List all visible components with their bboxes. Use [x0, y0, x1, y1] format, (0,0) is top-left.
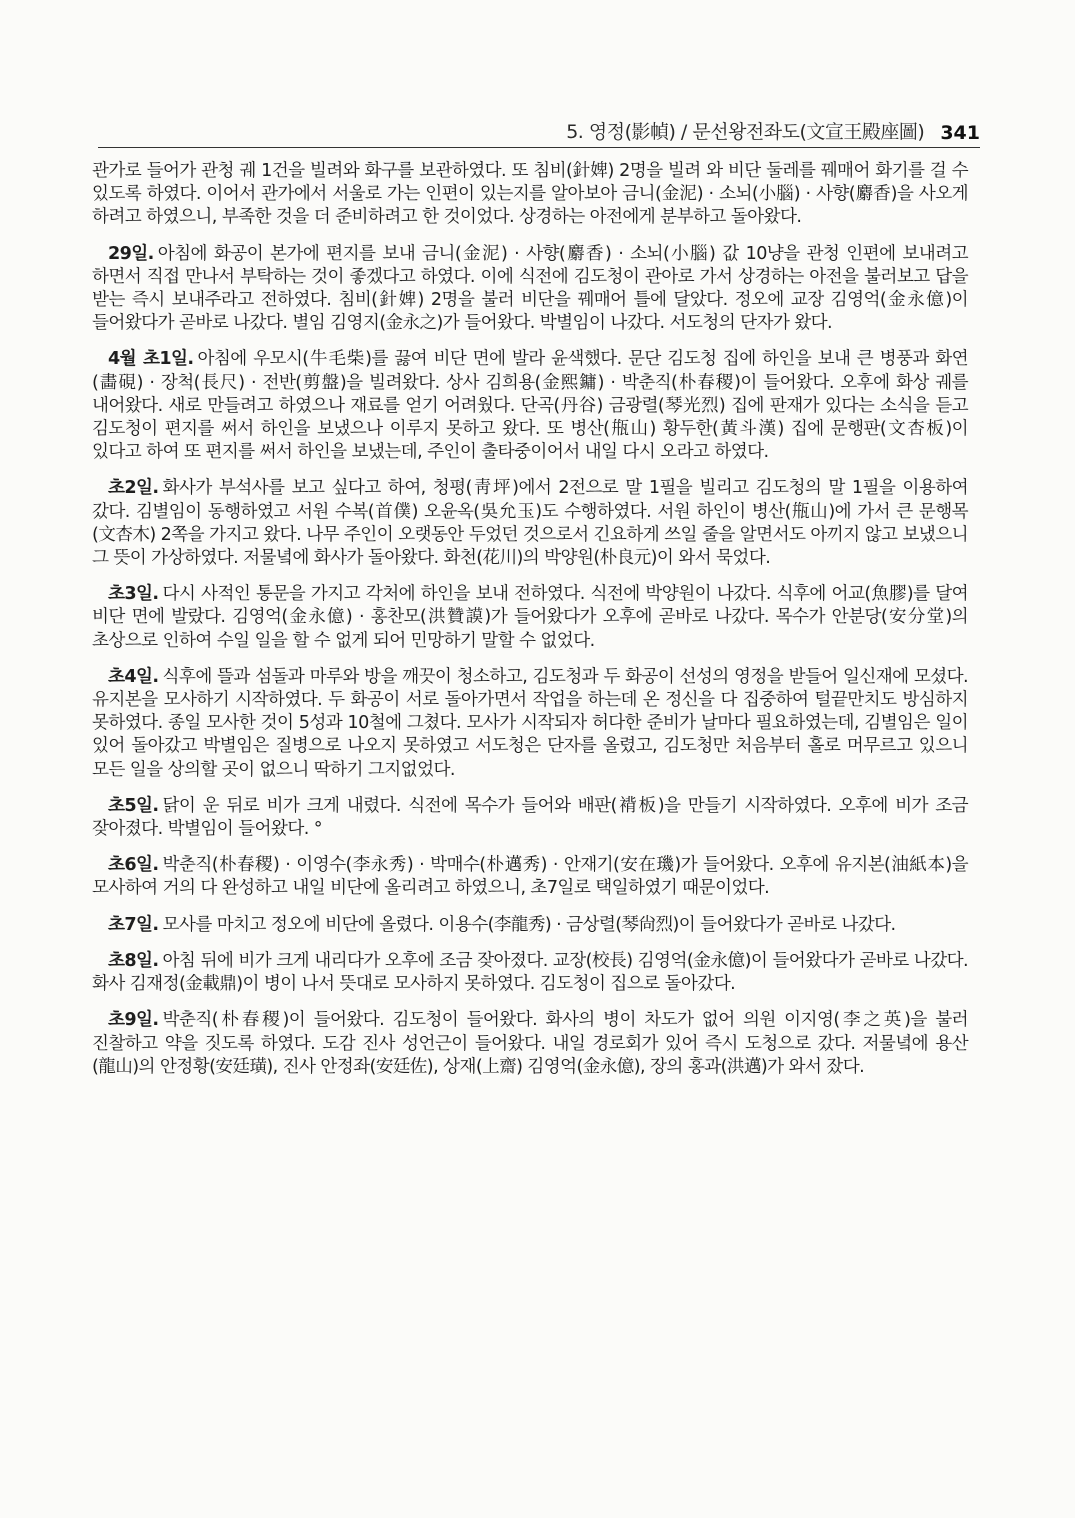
- diary-entry-continued: [92, 160, 968, 230]
- diary-entry: [92, 854, 968, 900]
- entry-text: 식후에 뜰과 섬돌과 마루와 방을 깨끗이 청소하고, 김도청과 두 화공이 선성의 영정을 받들어 일신재에 모셨다. 유지본을 모사하기 시작하였다. 두 화공이 서로 돌아가면서 작업을 하는데 온 정신을 다 집중하여 털끝만치도 방심하지 못하였다. 종일 모사한 것이 5성과 10철에 그쳤다. 모사가 시작되자 허다한 준비가 날마다 필요하였는데, 김별임은 일이 있어 돌아갔고 박별임은 질병으로 나오지 못하였고 서도청은 단자를 올렸고, 김도청만 처음부터 홀로 머무르고 있으니 모든 일을 상의할 곳이 없으니 딱하기 그지없었다.: [92, 666, 968, 780]
- entry-date: 29일.: [108, 243, 154, 264]
- diary-entry: [92, 348, 968, 464]
- entry-text: 아침에 화공이 본가에 편지를 보내 금니(金泥) · 사향(麝香) · 소뇌(小腦) 값 10냥을 관청 인편에 보내려고 하면서 직접 만나서 부탁하는 것이 좋겠다고 하였다. 이에 식전에 김도청이 관아로 가서 상경하는 아전을 불러보고 답을 받는 즉시 보내주라고 전하였다. 침비(針婢) 2명을 불러 비단을 꿰매어 틀에 달았다. 정오에 교장 김영억(金永億)이 들어왔다가 곧바로 나갔다. 별임 김영지(金永之)가 들어왔다. 박별임이 나갔다. 서도청의 단자가 왔다.: [92, 243, 968, 334]
- entry-date: 초9일.: [108, 1010, 159, 1031]
- diary-entry: [92, 243, 968, 336]
- entry-date: 초8일.: [108, 950, 159, 971]
- page-number: 341: [940, 122, 980, 144]
- entry-text: 닭이 운 뒤로 비가 크게 내렸다. 식전에 목수가 들어와 배판(褙板)을 만들기 시작하였다. 오후에 비가 조금 잦아졌다. 박별임이 들어왔다. °: [92, 795, 968, 840]
- entry-text: 화사가 부석사를 보고 싶다고 하여, 청평(靑坪)에서 2전으로 말 1필을 빌리고 김도청의 말 1필을 이용하여 갔다. 김별임이 동행하였고 서원 수복(首僕) 오윤옥(吳允玉)도 수행하였다. 서원 하인이 병산(甁山)에 가서 큰 문행목(文杏木) 2쪽을 가지고 왔다. 나무 주인이 오랫동안 두었던 것으로서 긴요하게 쓰일 줄을 알면서도 아끼지 않고 보냈으니 그 뜻이 가상하였다. 저물녘에 화사가 돌아왔다. 화천(花川)의 박양원(朴良元)이 와서 묵었다.: [92, 478, 968, 569]
- entry-date: 4월 초1일.: [108, 349, 194, 370]
- diary-entry: [92, 583, 968, 653]
- entry-date: 초4일.: [108, 666, 159, 687]
- diary-body: [92, 160, 968, 1092]
- entry-date: 초5일.: [108, 795, 159, 816]
- entry-date: 초3일.: [108, 584, 159, 605]
- diary-entry: [92, 477, 968, 570]
- diary-entry: [92, 914, 968, 937]
- diary-entry: [92, 795, 968, 841]
- entry-text: 박춘직(朴春稷) · 이영수(李永秀) · 박매수(朴邁秀) · 안재기(安在璣)가 들어왔다. 오후에 유지본(油紙本)을 모사하여 거의 다 완성하고 내일 비단에 올리려고 하였으니, 초7일로 택일하였기 때문이었다.: [92, 855, 968, 899]
- entry-text: 아침 뒤에 비가 크게 내리다가 오후에 조금 잦아졌다. 교장(校長) 김영억(金永億)이 들어왔다가 곧바로 나갔다. 화사 김재정(金載鼎)이 병이 나서 뜻대로 모사하지 못하였다. 김도청이 집으로 돌아갔다.: [92, 950, 968, 995]
- entry-text: 모사를 마치고 정오에 비단에 올렸다. 이용수(李龍秀) · 금상렬(琴尙烈)이 들어왔다가 곧바로 나갔다.: [162, 914, 896, 935]
- entry-date: 초2일.: [108, 478, 159, 499]
- entry-text: 아침에 우모시(牛毛柴)를 끓여 비단 면에 발라 윤색했다. 문단 김도청 집에 하인을 보내 큰 병풍과 화연(畵硯) · 장척(長尺) · 전반(剪盤)을 빌려왔다. 상사 김희용(金熙鏞) · 박춘직(朴春稷)이 들어왔다. 오후에 화상 궤를 내어왔다. 새로 만들려고 하였으나 재료를 얻기 어려웠다. 단곡(丹谷) 금광렬(琴光烈) 집에 판재가 있다는 소식을 듣고 김도청이 편지를 써서 하인을 보냈으나 이루지 못하고 왔다. 또 병산(甁山) 황두한(黃斗漢) 집에 문행판(文杏板)이 있다고 하여 또 편지를 써서 하인을 보냈는데, 주인이 출타중이어서 내일 다시 오라고 하였다.: [92, 349, 968, 463]
- entry-date: 초7일.: [108, 914, 159, 935]
- running-title: 5. 영정(影幀) / 문선왕전좌도(文宣王殿座圖): [566, 121, 925, 143]
- entry-date: 초6일.: [108, 855, 159, 876]
- diary-entry: [92, 950, 968, 996]
- diary-entry: [92, 666, 968, 782]
- entry-text: 다시 사적인 통문을 가지고 각처에 하인을 보내 전하였다. 식전에 박양원이 나갔다. 식후에 어교(魚膠)를 달여 비단 면에 발랐다. 김영억(金永億) · 홍찬모(洪贊謨)가 들어왔다가 오후에 곧바로 나갔다. 목수가 안분당(安分堂)의 초상으로 인하여 수일 일을 할 수 없게 되어 민망하기 말할 수 없었다.: [92, 584, 968, 651]
- entry-text: 관가로 들어가 관청 궤 1건을 빌려와 화구를 보관하였다. 또 침비(針婢) 2명을 빌려 와 비단 둘레를 꿰매어 화기를 걸 수 있도록 하였다. 이어서 관가에서 서울로 가는 인편이 있는지를 알아보아 금니(金泥) · 소뇌(小腦) · 사향(麝香)을 사오게 하려고 하였으니, 부족한 것을 더 준비하려고 한 것이었다. 상경하는 아전에게 분부하고 돌아왔다.: [92, 161, 968, 228]
- diary-entry: [92, 1009, 968, 1079]
- page-header: [98, 108, 980, 148]
- entry-text: 박춘직(朴春稷)이 들어왔다. 김도청이 들어왔다. 화사의 병이 차도가 없어 의원 이지영(李之英)을 불러 진찰하고 약을 짓도록 하였다. 도감 진사 성언근이 들어왔다. 내일 경로회가 있어 즉시 도청으로 갔다. 저물녘에 용산(龍山)의 안정황(安廷璜), 진사 안정좌(安廷佐), 상재(上齋) 김영억(金永億), 장의 홍과(洪邁)가 와서 잤다.: [92, 1010, 968, 1077]
